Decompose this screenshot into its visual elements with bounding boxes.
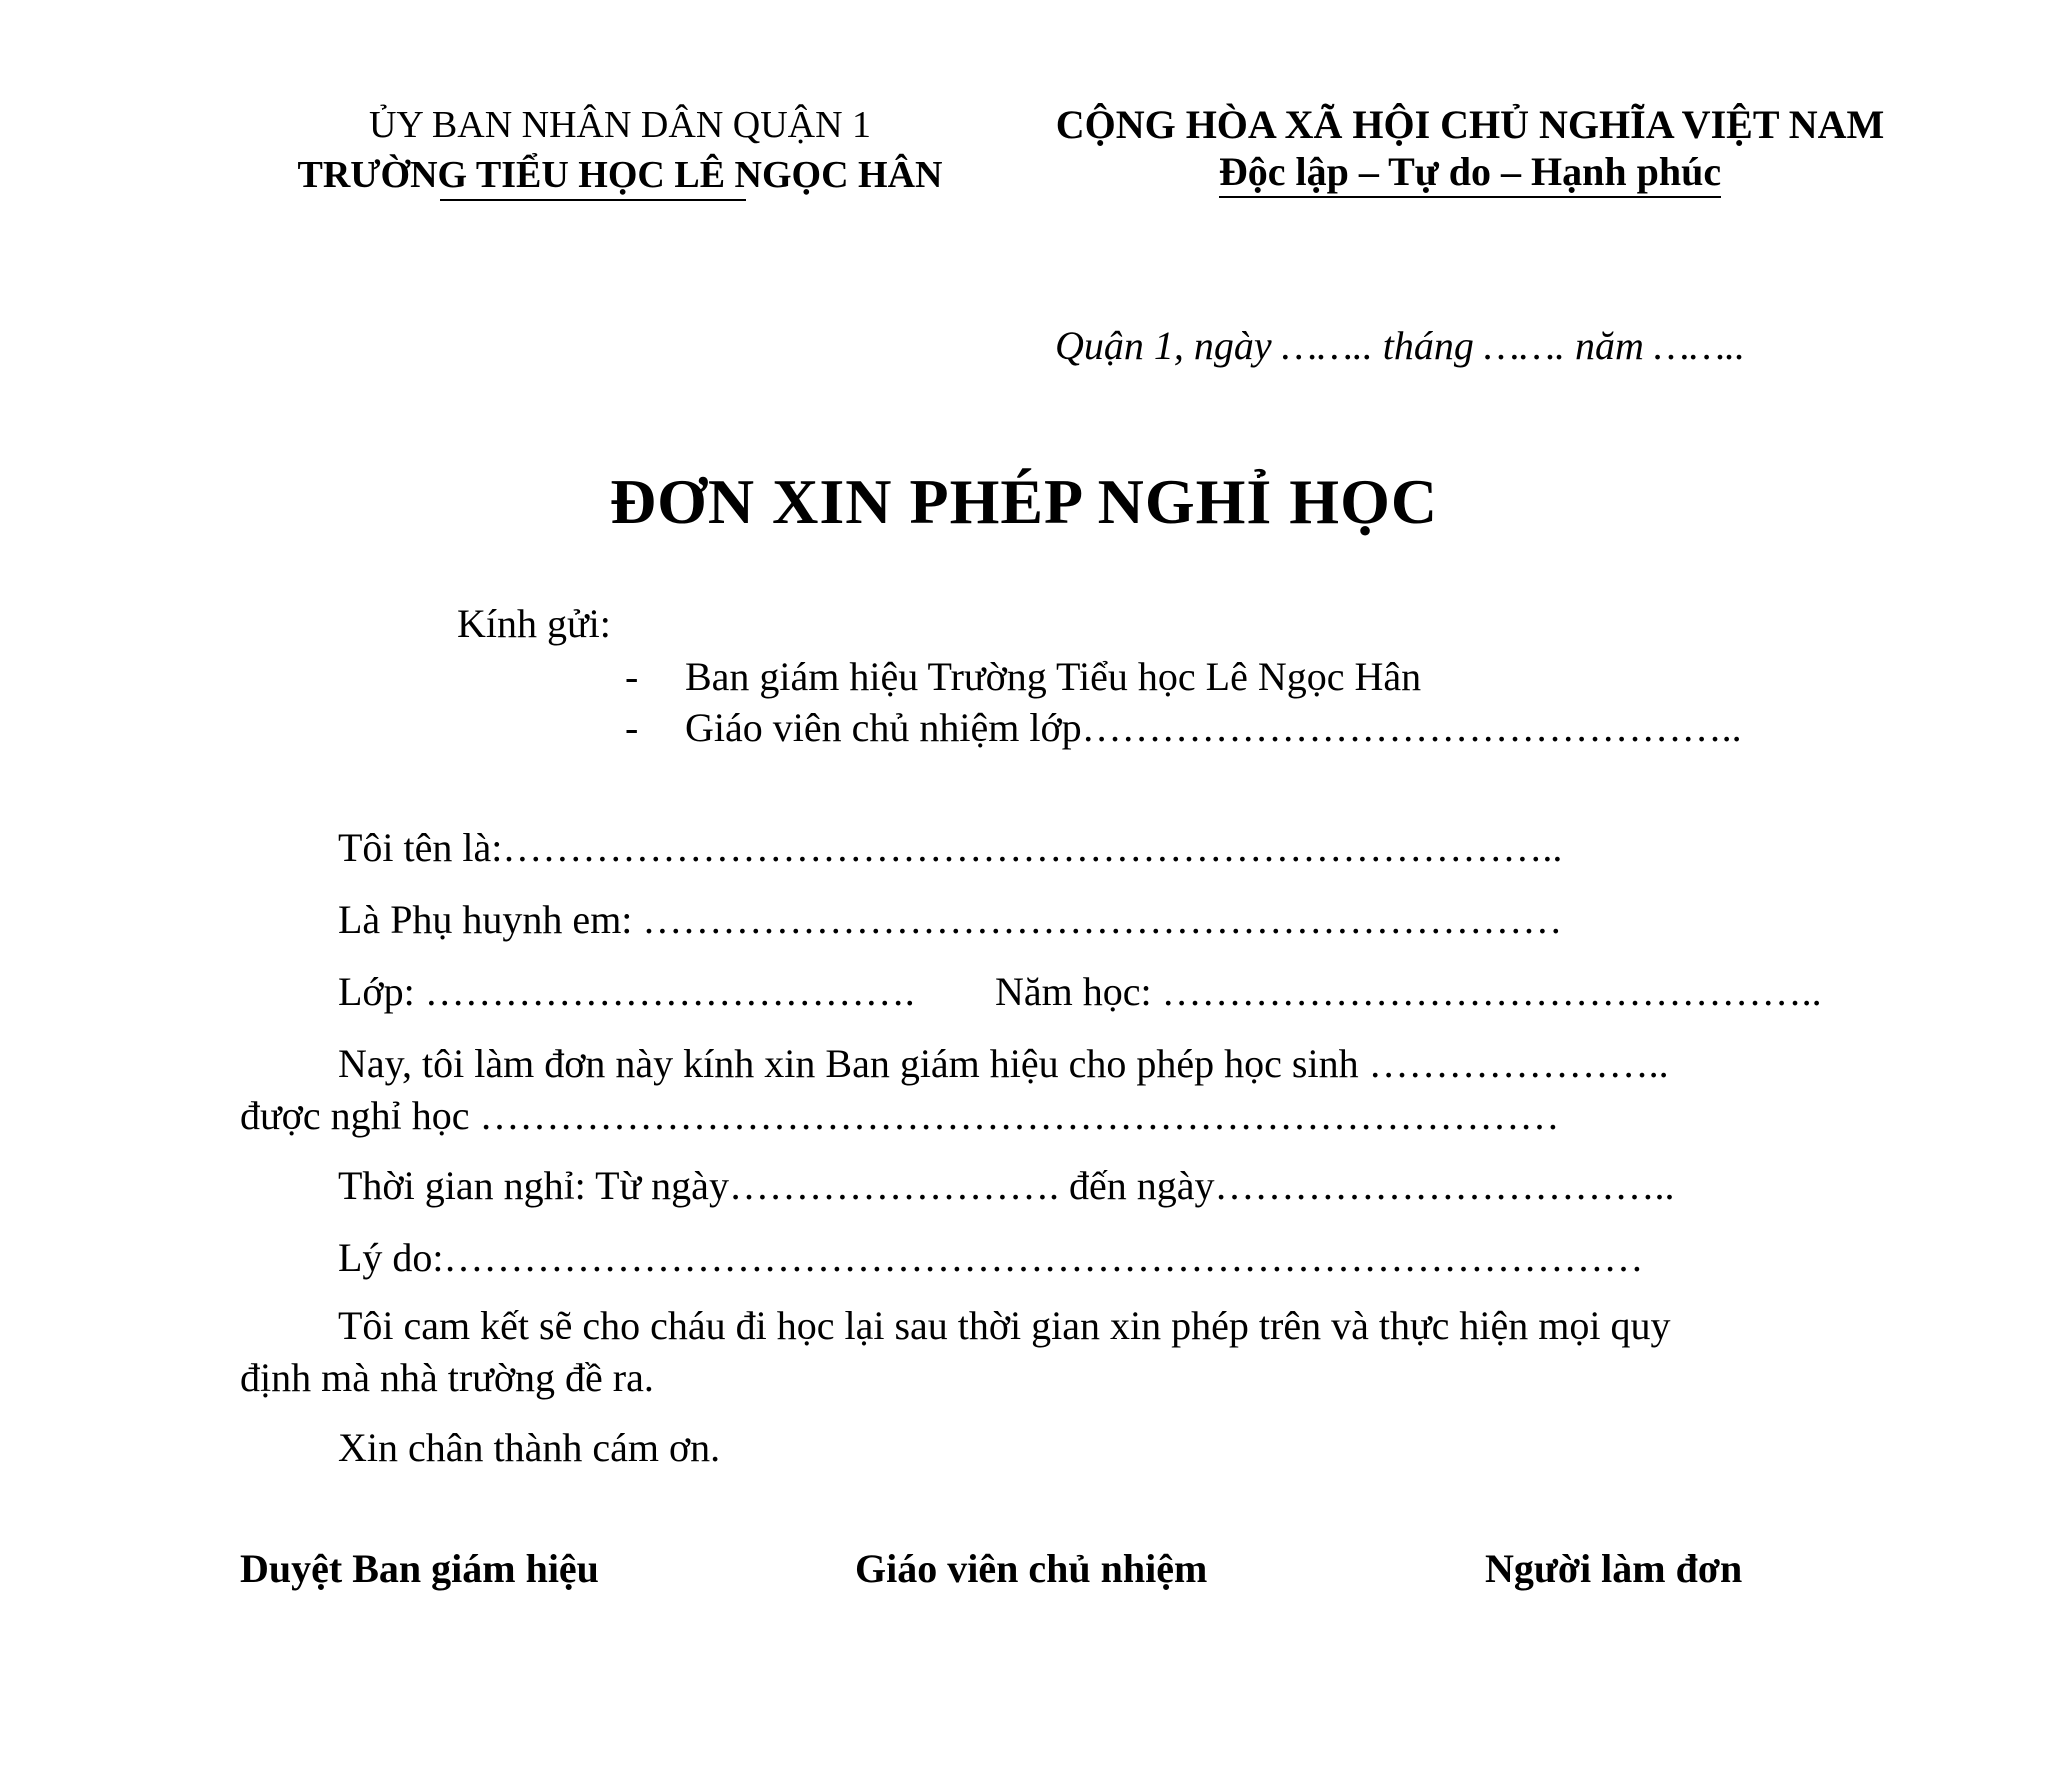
- field-reason: Lý do:………………………………………………………………………………: [338, 1235, 1644, 1280]
- header-left-underline: [440, 199, 746, 201]
- document-title: ĐƠN XIN PHÉP NGHỈ HỌC: [609, 466, 1439, 537]
- commitment-line-1: Tôi cam kết sẽ cho cháu đi học lại sau thời gian xin phép trên và thực hiện mọi quy: [338, 1303, 1671, 1348]
- school-name: TRƯỜNG TIỂU HỌC LÊ NGỌC HÂN: [297, 154, 943, 196]
- recipient-dash: -: [625, 705, 639, 750]
- field-time: Thời gian nghỉ: Từ ngày……………………. đến ngày……………………………..: [338, 1163, 1675, 1208]
- signature-board: Duyệt Ban giám hiệu: [240, 1546, 599, 1591]
- date-line: Quận 1, ngày …….. tháng ……. năm ……..: [1055, 323, 1746, 368]
- field-school-year: Năm học: …………………………………………..: [995, 969, 1822, 1014]
- field-parent: Là Phụ huynh em: ……………………………………………………………: [338, 897, 1563, 942]
- recipient-teacher: Giáo viên chủ nhiệm lớp…………………………………………..: [685, 705, 1742, 750]
- request-line-2: được nghỉ học ………………………………………………………………………: [240, 1093, 1560, 1138]
- header-right: [1020, 100, 1920, 198]
- addressee-label: Kính gửi:: [457, 601, 611, 646]
- district-committee: ỦY BAN NHÂN DÂN QUẬN 1: [368, 104, 872, 146]
- signature-applicant: Người làm đơn: [1485, 1546, 1743, 1591]
- recipient-board: Ban giám hiệu Trường Tiểu học Lê Ngọc Hân: [685, 654, 1422, 699]
- field-name: Tôi tên là:……………………………………………………………………..: [338, 825, 1563, 870]
- commitment-line-2: định mà nhà trường đề ra.: [240, 1355, 654, 1400]
- thanks-line: Xin chân thành cám ơn.: [338, 1425, 721, 1470]
- request-line-1: Nay, tôi làm đơn này kính xin Ban giám hiệu cho phép học sinh …………………..: [338, 1041, 1669, 1086]
- field-class: Lớp: ……………………………….: [338, 969, 915, 1014]
- header-left: [260, 100, 980, 200]
- recipient-dash: -: [625, 654, 639, 699]
- national-motto: Độc lập – Tự do – Hạnh phúc: [1219, 150, 1721, 198]
- country-name: CỘNG HÒA XÃ HỘI CHỦ NGHĨA VIỆT NAM: [1055, 102, 1885, 147]
- signature-teacher: Giáo viên chủ nhiệm: [855, 1546, 1208, 1591]
